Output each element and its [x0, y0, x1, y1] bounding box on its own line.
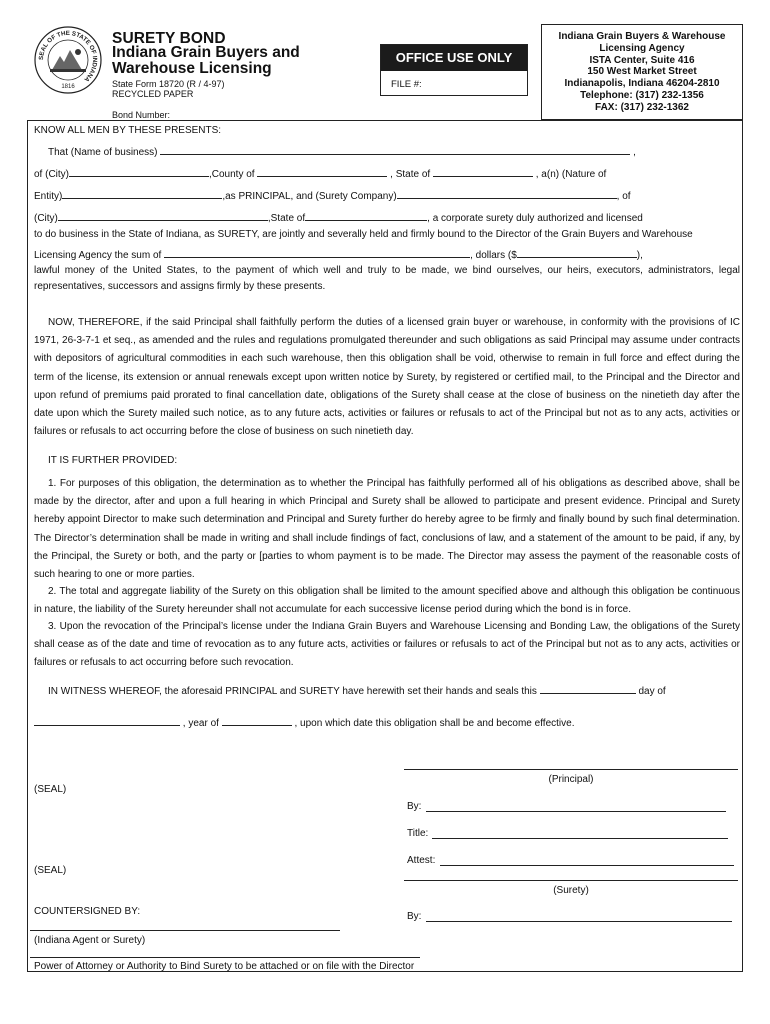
city-county-row: of (City) ,County of , State of , a(n) (Nature of [34, 166, 740, 184]
agency-address-box [541, 24, 743, 120]
entity-field[interactable] [62, 188, 222, 199]
surety-state-field[interactable] [305, 210, 427, 221]
seal-text: SEAL OF THE STATE OF INDIANA [37, 29, 99, 83]
recycled-paper-note: RECYCLED PAPER [112, 89, 194, 99]
agency-line: Indianapolis, Indiana 46204-2810 [564, 78, 720, 90]
agency-line: Indiana Grain Buyers & Warehouse [558, 31, 726, 42]
attest-label: Attest: [407, 855, 436, 866]
seal-year: 1816 [61, 84, 75, 90]
principal-by-field[interactable] [426, 801, 726, 812]
provision-2: 2. The total and aggregate liability of the Surety on this obligation shall be limited to the amount specified above and although this obligation be continuous in nature, the liability of the Surety hereunder shall not accumulate for each successive license period during which the bond is in force. [34, 586, 740, 616]
agency-line: Licensing Agency [599, 42, 685, 54]
title-label: Title: [407, 828, 429, 839]
form-title: SURETY BOND [112, 30, 226, 47]
sum-dollars-field[interactable] [517, 247, 637, 258]
year-field[interactable] [222, 715, 292, 726]
principal-label: (Principal) [548, 774, 594, 785]
witness-day-field[interactable] [540, 683, 636, 694]
sum-row: Licensing Agency the sum of , dollars ($ ), [34, 247, 740, 265]
county-field[interactable] [257, 166, 387, 177]
todo-business-line: to do business in the State of Indiana, as SURETY, are jointly and severally held and firmly bound to the Director of the Grain Buyers and Warehouse [34, 229, 693, 240]
agency-fax: FAX: (317) 232-1362 [595, 101, 689, 113]
business-name-field[interactable] [160, 144, 630, 155]
power-of-attorney-note: Power of Attorney or Authority to Bind Surety to be attached or on file with the Director [34, 961, 415, 972]
business-name-row: That (Name of business) , [34, 144, 740, 162]
seal-label-principal: (SEAL) [34, 784, 67, 795]
further-provided-heading: IT IS FURTHER PROVIDED: [48, 455, 178, 466]
surety-signature-line[interactable] [404, 880, 738, 881]
now-therefore-paragraph: NOW, THEREFORE, if the said Principal shall faithfully perform the duties of a licensed grain buyer or warehouse, in conformity with the provisions of IC 1971, 26-3-7-1 et seq., as amended and the rules and regulations promulgated thereunder and such obligations as said Principal may assume under contracts with depositors of agricultural commodities in each such warehouse, then this obligation shall be void, otherwise to remain in full force and effect during the term of the license, its extension or annual renewals except upon written notice by Surety, by registered or certified mail, to the Principal and the Director and upon refund of premiums paid prorated to final cancellation date, obligations of the Surety shall cease at the close of business on the ninetieth day after the date upon which the Surety mailed such notice, as to any future acts, activities or failures or refusals to act of the Principal but not as to any acts, activities or failures or refusals to act occurring before the close of business on such ninetieth day. [34, 317, 740, 438]
surety-city-field[interactable] [58, 210, 268, 221]
provision-1: 1. For purposes of this obligation, the determination as to whether the Principal has faithfully performed all of his obligations as described above, shall be made by the director, after and upon a full hearing in which Principal and Surety shall be allowed to participate and present evidence. Principal and Surety hereby appoint Director to make such determination and Principal and Surety further do hereby agree to be firmly and finally bound by such final determination. The Director’s determination shall be made in writing and shall include findings of fact, conclusions of law, and a statement of the amount to be paid, if any, by the Principal, the Surety or both, and the party or [parties to whom payment is to be made. The Director may assess the payment of the reasonable costs of such hearing to one or more parties. [34, 478, 740, 581]
city-field[interactable] [69, 166, 209, 177]
file-number-label: FILE #: [391, 79, 422, 90]
form-number: State Form 18720 (R / 4-97) [112, 79, 225, 89]
agency-line: ISTA Center, Suite 416 [589, 54, 695, 66]
by-label-surety: By: [407, 911, 422, 922]
principal-signature-line[interactable] [404, 769, 738, 770]
surety-city-row: (City) ,State of , a corporate surety duly authorized and licensed [34, 210, 740, 228]
title-field[interactable] [432, 828, 728, 839]
lawful-money-paragraph: lawful money of the United States, to the payment of which well and truly to be made, we bind ourselves, our heirs, executors, administrators, legal representatives, successors and assigns firmly by these presents. [34, 265, 740, 292]
by-label-principal: By: [407, 801, 422, 812]
form-title-line2: Indiana Grain Buyers and [112, 44, 300, 61]
office-use-box [380, 44, 528, 96]
provision-3: 3. Upon the revocation of the Principal’s license under the Indiana Grain Buyers and Warehouse Licensing and Bonding Law, the obligations of the Surety shall cease as of the date and time of revocation as to any future acts, activities or failures or refusals to act of the Principal but not as to any acts, activities or failures or refusals to act occurring before such revocation. [34, 621, 740, 669]
surety-by-field[interactable] [426, 911, 732, 922]
agent-label: (Indiana Agent or Surety) [34, 935, 146, 946]
month-field[interactable] [34, 715, 180, 726]
countersigned-label: COUNTERSIGNED BY: [34, 906, 141, 917]
seal-label-surety: (SEAL) [34, 865, 67, 876]
know-all-men: KNOW ALL MEN BY THESE PRESENTS: [34, 125, 222, 136]
surety-label: (Surety) [553, 885, 589, 896]
attest-field[interactable] [440, 855, 734, 866]
state-field[interactable] [433, 166, 533, 177]
state-seal-icon [34, 26, 102, 94]
agency-phone: Telephone: (317) 232-1356 [580, 89, 704, 101]
countersign-line[interactable] [30, 930, 340, 931]
surety-company-field[interactable] [397, 188, 617, 199]
bond-number-label: Bond Number: [112, 110, 171, 120]
year-row: , year of , upon which date this obligation shall be and become effective. [34, 715, 740, 733]
office-use-heading: OFFICE USE ONLY [381, 45, 527, 71]
agency-line: 150 West Market Street [587, 66, 697, 78]
sum-words-field[interactable] [164, 247, 470, 258]
form-title-line3: Warehouse Licensing [112, 60, 272, 77]
power-divider [30, 957, 420, 958]
entity-surety-row: Entity) ,as PRINCIPAL, and (Surety Company) , of [34, 188, 740, 206]
witness-row: IN WITNESS WHEREOF, the aforesaid PRINCIPAL and SURETY have herewith set their hands and seals this day of [34, 683, 740, 701]
